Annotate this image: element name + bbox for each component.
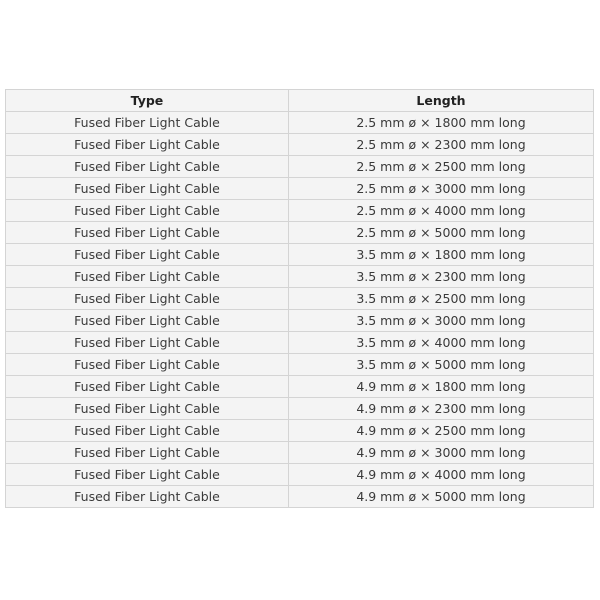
table-row xyxy=(6,288,594,310)
table-row xyxy=(6,112,594,134)
cell-length: 4.9 mm ø × 5000 mm long xyxy=(288,486,593,508)
table-row xyxy=(6,420,594,442)
table-row xyxy=(6,134,594,156)
cell-type: Fused Fiber Light Cable xyxy=(6,332,289,354)
table-row xyxy=(6,354,594,376)
cell-length: 4.9 mm ø × 2500 mm long xyxy=(288,420,593,442)
table-row xyxy=(6,310,594,332)
cell-length: 4.9 mm ø × 2300 mm long xyxy=(288,398,593,420)
cell-type: Fused Fiber Light Cable xyxy=(6,134,289,156)
cell-length: 3.5 mm ø × 3000 mm long xyxy=(288,310,593,332)
cell-length: 2.5 mm ø × 1800 mm long xyxy=(288,112,593,134)
cell-type: Fused Fiber Light Cable xyxy=(6,156,289,178)
cell-length: 3.5 mm ø × 4000 mm long xyxy=(288,332,593,354)
cell-length: 4.9 mm ø × 3000 mm long xyxy=(288,442,593,464)
cell-type: Fused Fiber Light Cable xyxy=(6,442,289,464)
cell-length: 2.5 mm ø × 3000 mm long xyxy=(288,178,593,200)
cell-type: Fused Fiber Light Cable xyxy=(6,486,289,508)
table-body xyxy=(6,112,594,508)
cell-length: 2.5 mm ø × 5000 mm long xyxy=(288,222,593,244)
cell-length: 2.5 mm ø × 4000 mm long xyxy=(288,200,593,222)
cell-length: 2.5 mm ø × 2300 mm long xyxy=(288,134,593,156)
table-row xyxy=(6,486,594,508)
cell-type: Fused Fiber Light Cable xyxy=(6,464,289,486)
table-row xyxy=(6,464,594,486)
cell-type: Fused Fiber Light Cable xyxy=(6,420,289,442)
cell-type: Fused Fiber Light Cable xyxy=(6,200,289,222)
cell-type: Fused Fiber Light Cable xyxy=(6,222,289,244)
table-header-row xyxy=(6,90,594,112)
cell-length: 4.9 mm ø × 1800 mm long xyxy=(288,376,593,398)
table-row xyxy=(6,244,594,266)
table-row xyxy=(6,222,594,244)
cell-type: Fused Fiber Light Cable xyxy=(6,354,289,376)
cell-length: 3.5 mm ø × 1800 mm long xyxy=(288,244,593,266)
table-row xyxy=(6,156,594,178)
table-row xyxy=(6,178,594,200)
cell-type: Fused Fiber Light Cable xyxy=(6,178,289,200)
cell-type: Fused Fiber Light Cable xyxy=(6,288,289,310)
cell-length: 2.5 mm ø × 2500 mm long xyxy=(288,156,593,178)
header-type: Type xyxy=(6,90,289,112)
cell-length: 3.5 mm ø × 2500 mm long xyxy=(288,288,593,310)
cell-type: Fused Fiber Light Cable xyxy=(6,398,289,420)
table-row xyxy=(6,376,594,398)
cell-length: 3.5 mm ø × 5000 mm long xyxy=(288,354,593,376)
cell-type: Fused Fiber Light Cable xyxy=(6,266,289,288)
header-length: Length xyxy=(288,90,593,112)
cell-length: 4.9 mm ø × 4000 mm long xyxy=(288,464,593,486)
table-row xyxy=(6,442,594,464)
table-row xyxy=(6,332,594,354)
table-row xyxy=(6,266,594,288)
cell-length: 3.5 mm ø × 2300 mm long xyxy=(288,266,593,288)
table-row xyxy=(6,200,594,222)
cell-type: Fused Fiber Light Cable xyxy=(6,244,289,266)
cell-type: Fused Fiber Light Cable xyxy=(6,310,289,332)
cell-type: Fused Fiber Light Cable xyxy=(6,376,289,398)
cell-type: Fused Fiber Light Cable xyxy=(6,112,289,134)
spec-table xyxy=(5,89,594,508)
table-row xyxy=(6,398,594,420)
